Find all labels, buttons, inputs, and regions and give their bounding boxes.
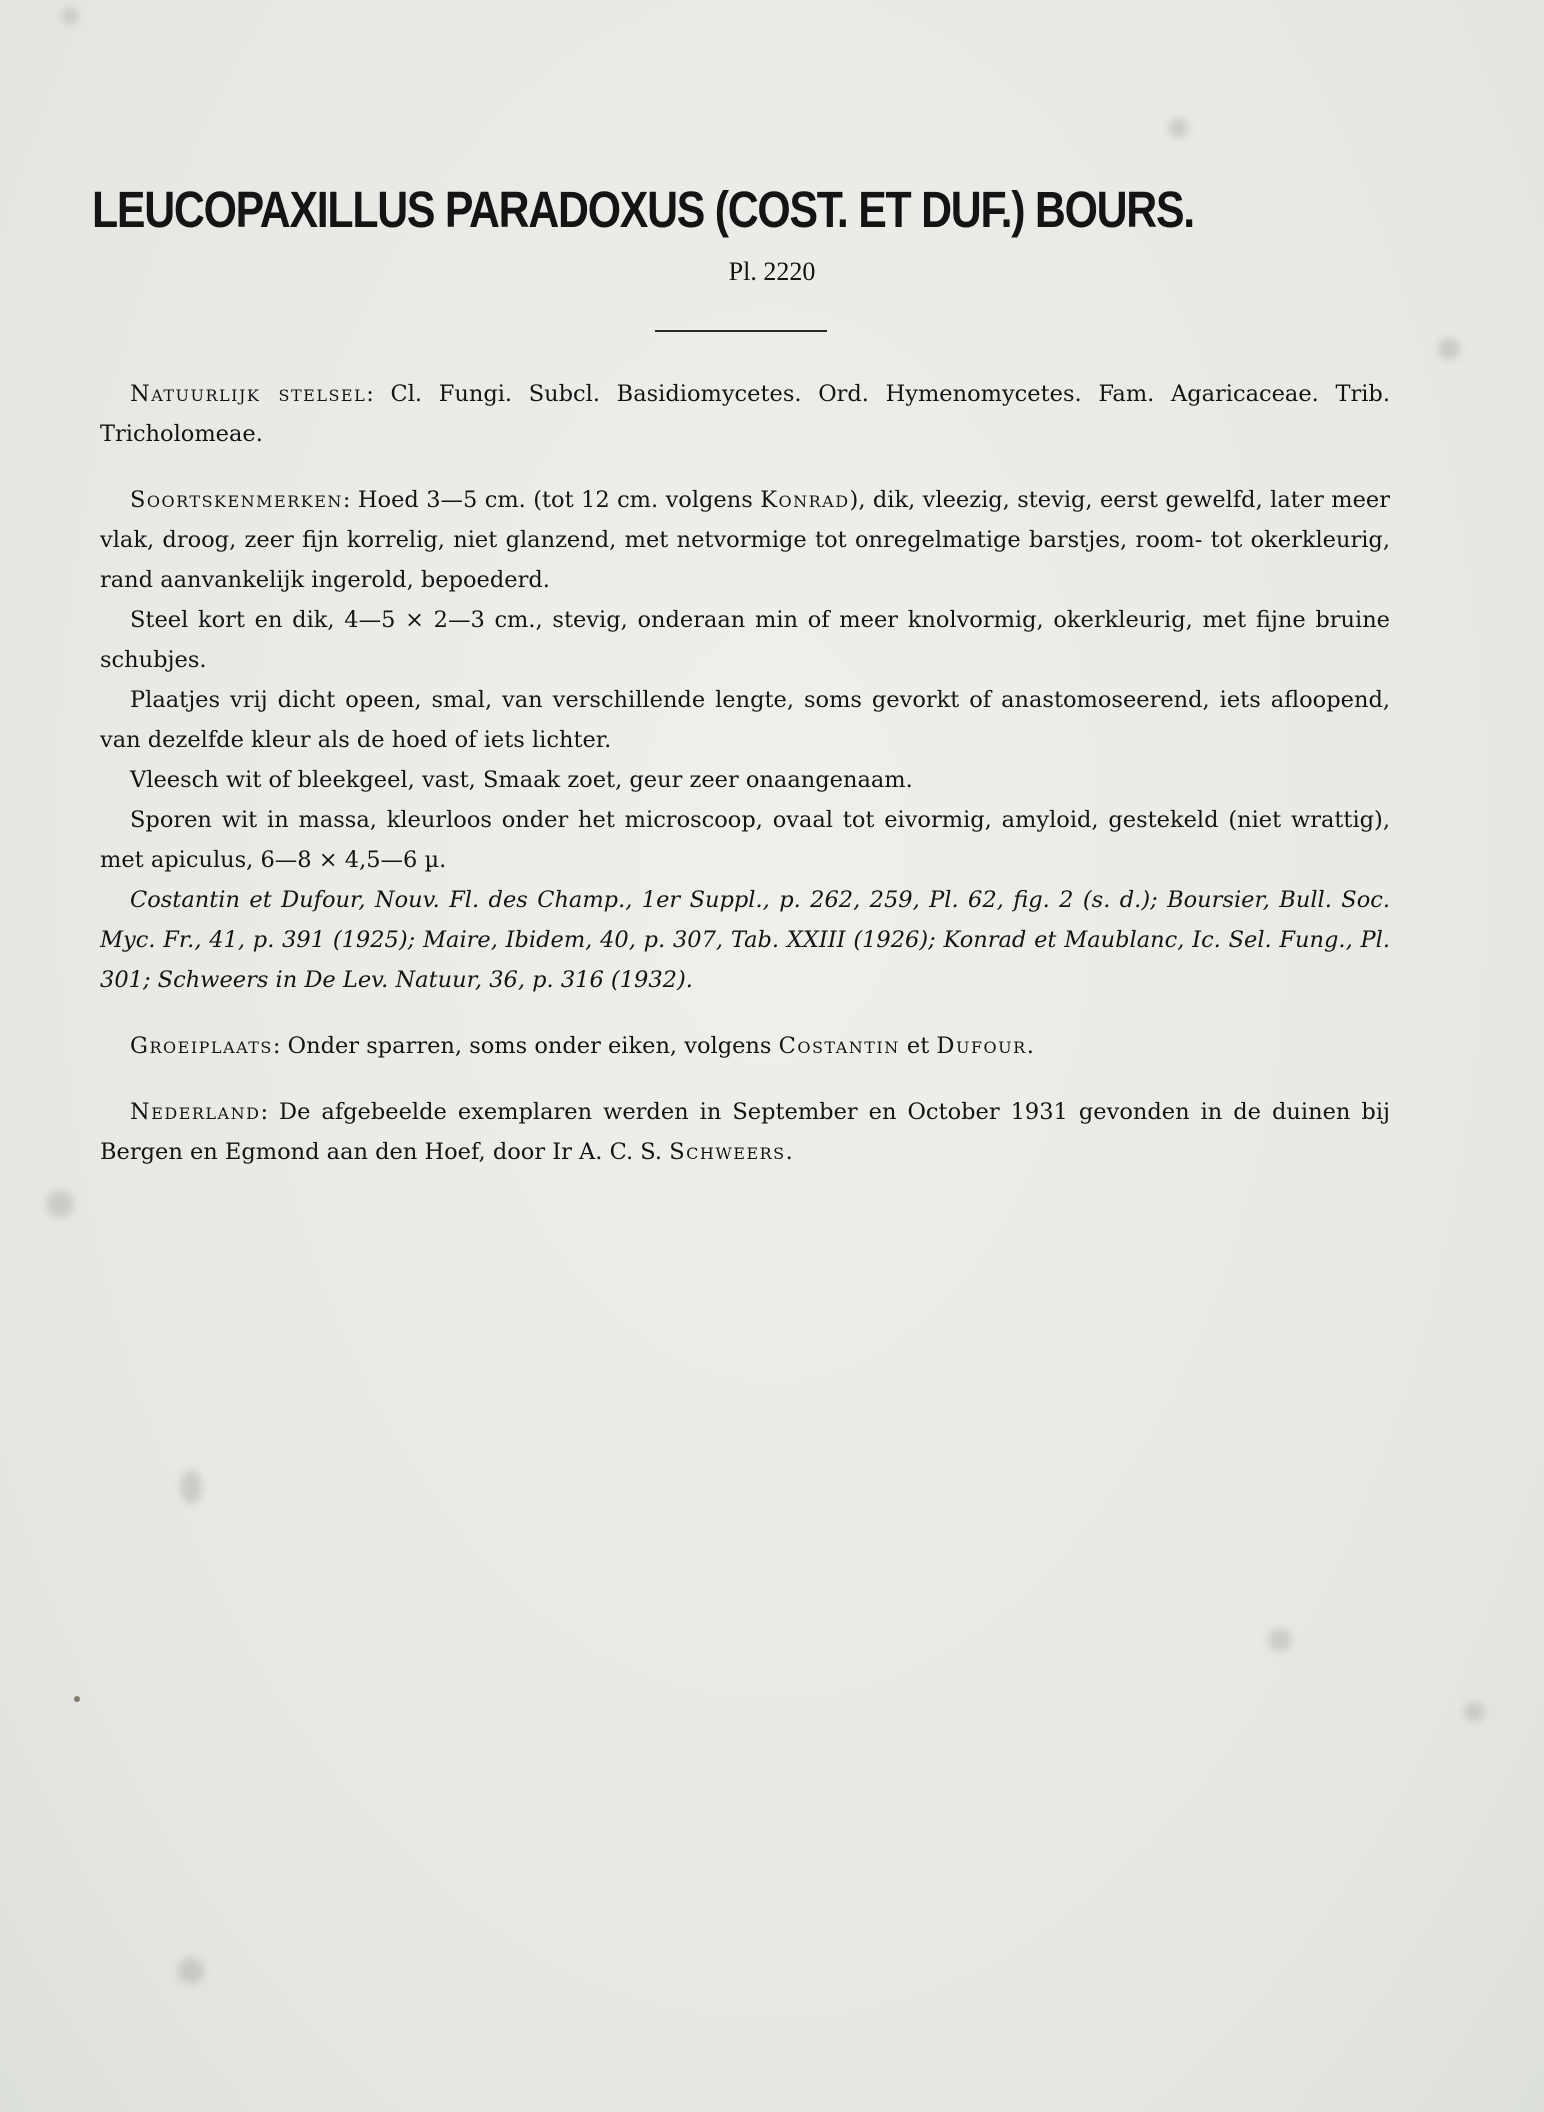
section-groeiplaats — [100, 1026, 1390, 1066]
paper-speck — [1168, 118, 1188, 138]
plate-number: Pl. 2220 — [728, 257, 816, 286]
paragraph-references: Costantin et Dufour, Nouv. Fl. des Champ., 1er Suppl., p. 262, 259, Pl. 62, fig. 2 (s. d.); Boursier, Bull. Soc. Myc. Fr., 41, p. 391 (1925); Maire, Ibidem, 40, p. 307, Tab. XXIII (1926); Konrad et Maublanc, Ic. Sel. Fung., Pl. 301; Schweers in De Lev. Natuur, 36, p. 316 (1932). — [100, 887, 1390, 993]
paragraph-plaatjes: Plaatjes vrij dicht opeen, smal, van verschillende lengte, soms gevorkt of anastomoseerend, iets afloopend, van dezelfde kleur als de hoed of iets lichter. — [100, 687, 1390, 753]
paragraph-vleesch: Vleesch wit of bleekgeel, vast, Smaak zoet, geur zeer onaangenaam. — [130, 767, 913, 793]
section-nederland — [100, 1092, 1390, 1172]
section-label: Nederland — [130, 1099, 261, 1125]
section-text: : Onder sparren, soms onder eiken, volgens — [272, 1033, 779, 1059]
title-divider — [655, 330, 827, 332]
paragraph-steel: Steel kort en dik, 4—5 × 2—3 cm., stevig, onderaan min of meer knolvormig, okerkleurig, met fijne bruine schubjes. — [100, 607, 1390, 673]
section-natuurlijk-stelsel — [100, 374, 1390, 454]
author-name: Konrad — [760, 487, 850, 513]
section-label: Groeiplaats — [130, 1033, 273, 1059]
section-label: Natuurlijk stelsel — [130, 381, 367, 407]
page-title: LEUCOPAXILLUS PARADOXUS (COST. ET DUF.) BOURS. — [92, 181, 1194, 238]
author-name: Dufour — [936, 1033, 1027, 1059]
section-text: : De afgebeelde exemplaren werden in September en October 1931 gevonden in de duinen bij Bergen en Egmond aan den Hoef, door Ir A. C. S. — [100, 1099, 1390, 1165]
section-text: . — [1026, 1033, 1034, 1059]
paper-speck — [178, 1958, 204, 1984]
section-soortskenmerken — [100, 480, 1390, 600]
paper-speck — [62, 8, 78, 24]
paragraph-sporen: Sporen wit in massa, kleurloos onder het microscoop, ovaal tot eivormig, amyloid, gestekeld (niet wrattig), met apiculus, 6—8 × 4,5—6 µ. — [100, 807, 1390, 873]
section-text: . — [785, 1139, 793, 1165]
paper-speck — [74, 1696, 80, 1702]
paper-speck — [1438, 338, 1460, 360]
paper-speck — [1268, 1628, 1292, 1652]
section-text: : Cl. Fungi. Subcl. Basidiomycetes. Ord. Hymenomycetes. Fam. Agaricaceae. Trib. Tricholomeae. — [100, 381, 1390, 447]
section-text: : Hoed 3—5 cm. (tot 12 cm. volgens — [342, 487, 761, 513]
paper-speck — [46, 1190, 74, 1218]
author-name: Costantin — [778, 1033, 900, 1059]
section-text: et — [899, 1033, 937, 1059]
section-text: ), dik, vleezig, stevig, eerst gewelfd, later meer vlak, droog, zeer fijn korrelig, niet glanzend, met netvormige tot onregelmatige barstjes, room- tot okerkleurig, rand aanvankelijk ingerold, bepoederd. — [100, 487, 1390, 593]
article-body — [100, 374, 1390, 1172]
section-label: Soortskenmerken — [130, 487, 343, 513]
author-name: Schweers — [669, 1139, 786, 1165]
paper-speck — [1464, 1702, 1484, 1722]
paper-speck — [180, 1470, 202, 1504]
